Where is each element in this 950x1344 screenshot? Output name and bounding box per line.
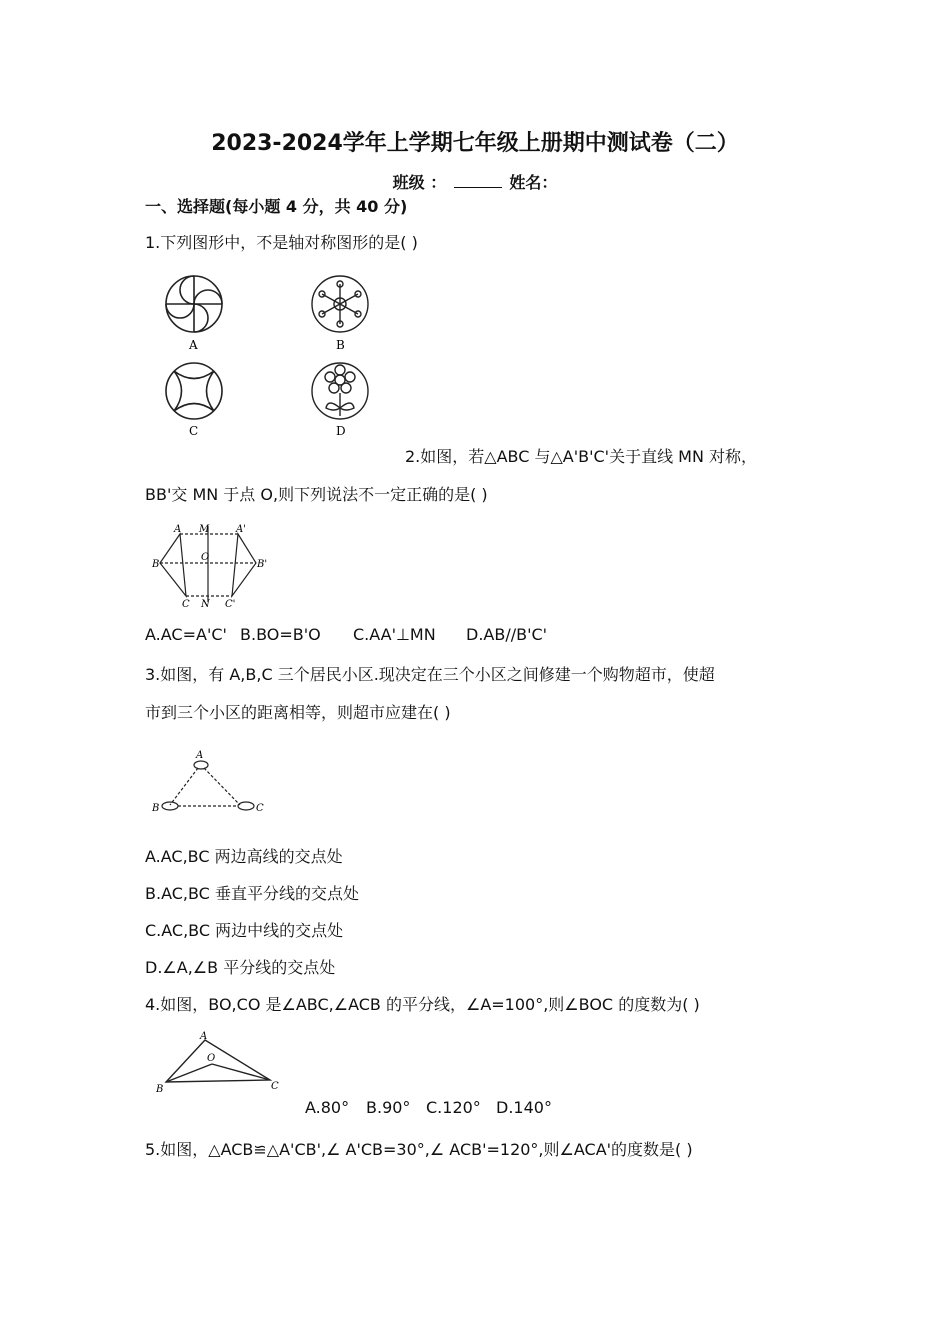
fig1-label-a: A xyxy=(189,338,198,352)
question-2-text-line1: 2.如图，若△ABC 与△A'B'C'关于直线 MN 对称， xyxy=(405,447,758,466)
question-3-option-b: B.AC,BC 垂直平分线的交点处 xyxy=(145,884,359,903)
page-title: 2023-2024学年上学期七年级上册期中测试卷（二） xyxy=(211,131,739,156)
question-1-figure xyxy=(150,268,400,448)
question-4-option-c: C.120° xyxy=(426,1098,481,1117)
fig2-label-a-prime: A' xyxy=(236,524,246,535)
question-4-option-b: B.90° xyxy=(366,1098,411,1117)
question-2-option-a: A.AC=A'C' xyxy=(145,625,227,644)
fig2-label-a: A xyxy=(174,524,182,535)
question-2-option-d: D.AB//B'C' xyxy=(466,625,548,644)
figure-b xyxy=(312,276,368,332)
question-3-option-c: C.AC,BC 两边中线的交点处 xyxy=(145,921,344,940)
fig1-label-d: D xyxy=(336,424,346,438)
question-3-option-d: D.∠A,∠B 平分线的交点处 xyxy=(145,958,336,977)
fig2-label-c-prime: C' xyxy=(225,599,236,608)
question-3-text-line2: 市到三个小区的距离相等，则超市应建在( ) xyxy=(145,703,451,722)
fig4-label-a: A xyxy=(200,1031,208,1042)
figure-c xyxy=(166,363,222,419)
question-3-text-line1: 3.如图，有 A,B,C 三个居民小区.现决定在三个小区之间修建一个购物超市，使超 xyxy=(145,665,715,684)
fig3-label-b: B xyxy=(152,803,160,814)
question-2-option-b: B.BO=B'O xyxy=(240,625,321,644)
question-2-figure xyxy=(150,522,280,608)
fig3-label-c: C xyxy=(256,803,264,814)
question-2-text-line2: BB'交 MN 于点 O,则下列说法不一定正确的是( ) xyxy=(145,485,488,504)
question-3-figure xyxy=(148,746,273,818)
class-blank xyxy=(454,173,502,188)
question-4-option-a: A.80° xyxy=(305,1098,350,1117)
fig1-label-b: B xyxy=(336,338,345,352)
class-label: 班级 ： xyxy=(392,173,447,192)
fig2-label-o: O xyxy=(201,552,210,563)
fig4-label-c: C xyxy=(271,1081,279,1092)
student-info xyxy=(0,170,950,193)
fig2-label-b: B xyxy=(152,559,160,570)
name-label: 姓名： xyxy=(509,173,558,192)
fig2-label-n: N xyxy=(201,599,210,608)
question-5-text: 5.如图，△ACB≌△A'CB',∠ A'CB=30°,∠ ACB'=120°,则∠ACA'的度数是( ) xyxy=(145,1140,693,1159)
fig4-label-b: B xyxy=(156,1084,164,1095)
question-3-option-a: A.AC,BC 两边高线的交点处 xyxy=(145,847,343,866)
fig4-label-o: O xyxy=(207,1053,216,1064)
fig3-label-a: A xyxy=(196,750,204,761)
question-4-text: 4.如图，BO,CO 是∠ABC,∠ACB 的平分线，∠A=100°,则∠BOC 的度数为( ) xyxy=(145,995,700,1014)
question-4-figure xyxy=(150,1030,290,1096)
fig2-label-m: M xyxy=(199,524,210,535)
question-2-option-c: C.AA'⊥MN xyxy=(353,625,436,644)
figure-d xyxy=(312,363,368,419)
question-4-option-d: D.140° xyxy=(496,1098,552,1117)
fig2-label-c: C xyxy=(182,599,190,608)
fig2-label-b-prime: B' xyxy=(257,559,268,570)
fig1-label-c: C xyxy=(189,424,199,438)
section-heading: 一、选择题(每小题 4 分，共 40 分) xyxy=(145,197,408,216)
figure-a xyxy=(166,276,222,332)
question-1-text: 1.下列图形中，不是轴对称图形的是( ) xyxy=(145,233,418,252)
